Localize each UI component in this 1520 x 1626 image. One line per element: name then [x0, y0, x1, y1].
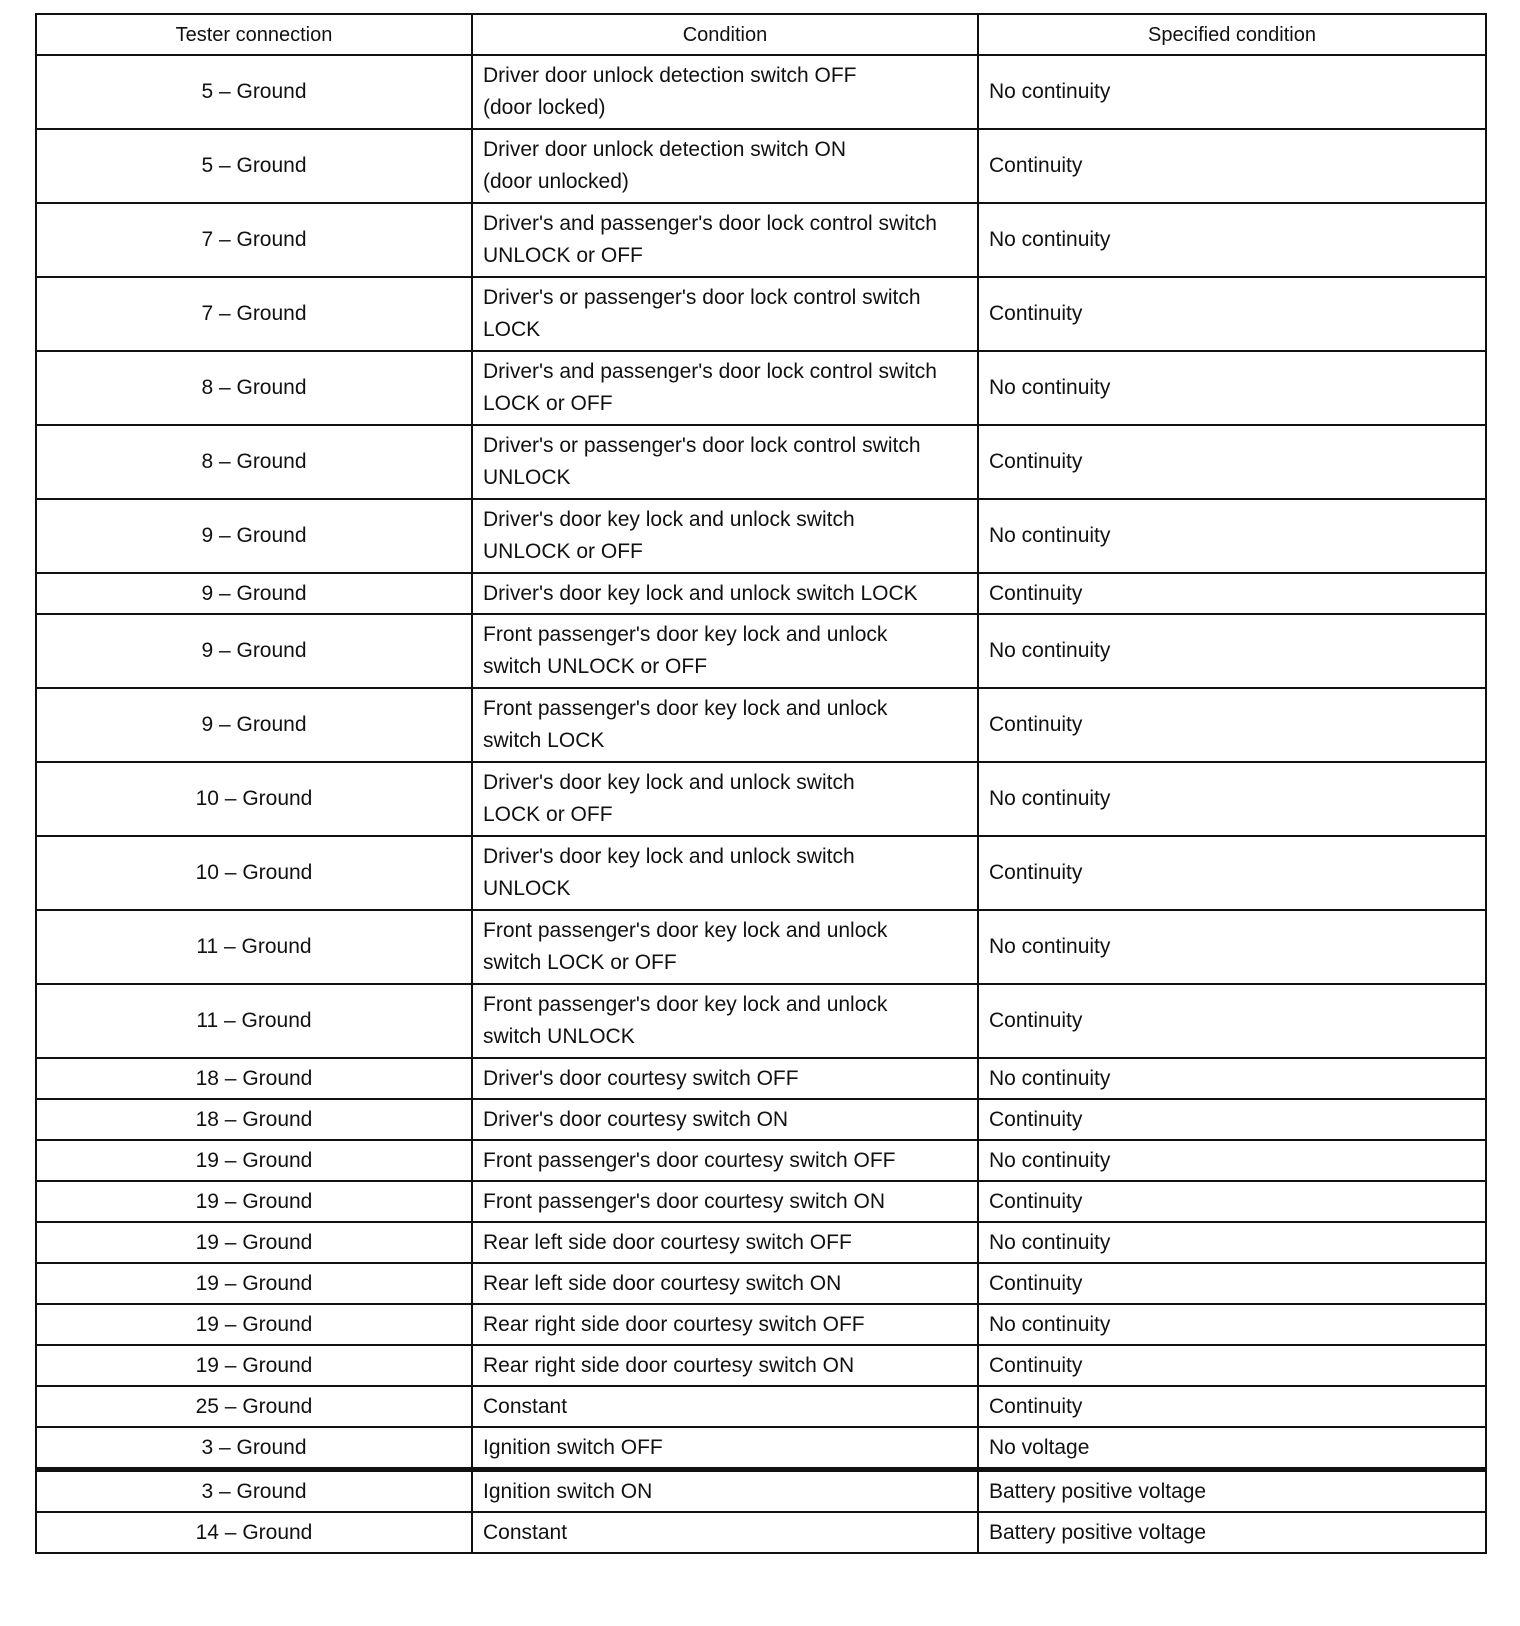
tester-connection-cell: 11 – Ground: [36, 910, 472, 984]
condition-cell: Driver's and passenger's door lock control switch LOCK or OFF: [472, 351, 978, 425]
condition-cell: Driver door unlock detection switch OFF (door locked): [472, 55, 978, 129]
table-row: [36, 1140, 1486, 1181]
condition-cell: Driver's door key lock and unlock switch LOCK or OFF: [472, 762, 978, 836]
specified-condition-cell: No continuity: [978, 1304, 1486, 1345]
condition-cell: Driver door unlock detection switch ON (door unlocked): [472, 129, 978, 203]
table-row: [36, 614, 1486, 688]
tester-connection-cell: 3 – Ground: [36, 1470, 472, 1513]
tester-connection-cell: 18 – Ground: [36, 1058, 472, 1099]
table-body: [36, 55, 1486, 1553]
specified-condition-cell: No continuity: [978, 499, 1486, 573]
specified-condition-cell: Continuity: [978, 1345, 1486, 1386]
condition-cell: Rear right side door courtesy switch ON: [472, 1345, 978, 1386]
condition-cell: Driver's door courtesy switch ON: [472, 1099, 978, 1140]
table-row: [36, 1427, 1486, 1470]
specified-condition-cell: No continuity: [978, 351, 1486, 425]
specified-condition-cell: No continuity: [978, 1140, 1486, 1181]
specified-condition-cell: No continuity: [978, 910, 1486, 984]
specified-condition-cell: No continuity: [978, 1058, 1486, 1099]
condition-cell: Front passenger's door courtesy switch OFF: [472, 1140, 978, 1181]
table-row: [36, 573, 1486, 614]
specified-condition-cell: No continuity: [978, 203, 1486, 277]
specified-condition-cell: No continuity: [978, 1222, 1486, 1263]
condition-cell: Rear right side door courtesy switch OFF: [472, 1304, 978, 1345]
table-row: [36, 1386, 1486, 1427]
tester-connection-cell: 19 – Ground: [36, 1263, 472, 1304]
tester-connection-table: [35, 13, 1487, 1554]
condition-cell: Ignition switch ON: [472, 1470, 978, 1513]
tester-connection-cell: 8 – Ground: [36, 425, 472, 499]
specified-condition-cell: Continuity: [978, 129, 1486, 203]
condition-cell: Ignition switch OFF: [472, 1427, 978, 1470]
specified-condition-cell: Continuity: [978, 836, 1486, 910]
condition-cell: Driver's door courtesy switch OFF: [472, 1058, 978, 1099]
condition-cell: Driver's door key lock and unlock switch UNLOCK: [472, 836, 978, 910]
tester-connection-cell: 10 – Ground: [36, 762, 472, 836]
tester-connection-cell: 19 – Ground: [36, 1181, 472, 1222]
condition-cell: Driver's and passenger's door lock control switch UNLOCK or OFF: [472, 203, 978, 277]
tester-connection-cell: 3 – Ground: [36, 1427, 472, 1470]
tester-connection-cell: 8 – Ground: [36, 351, 472, 425]
tester-connection-cell: 5 – Ground: [36, 129, 472, 203]
specified-condition-cell: No continuity: [978, 614, 1486, 688]
table-row: [36, 277, 1486, 351]
specified-condition-cell: Continuity: [978, 425, 1486, 499]
tester-connection-cell: 7 – Ground: [36, 203, 472, 277]
tester-connection-cell: 9 – Ground: [36, 499, 472, 573]
table-row: [36, 1470, 1486, 1513]
condition-cell: Constant: [472, 1386, 978, 1427]
tester-connection-cell: 19 – Ground: [36, 1304, 472, 1345]
header-tester-connection: Tester connection: [36, 14, 472, 55]
condition-cell: Driver's door key lock and unlock switch UNLOCK or OFF: [472, 499, 978, 573]
header-condition: Condition: [472, 14, 978, 55]
header-specified-condition: Specified condition: [978, 14, 1486, 55]
table-row: [36, 129, 1486, 203]
specified-condition-cell: Continuity: [978, 1263, 1486, 1304]
tester-connection-cell: 9 – Ground: [36, 688, 472, 762]
table-row: [36, 910, 1486, 984]
tester-connection-cell: 19 – Ground: [36, 1140, 472, 1181]
tester-connection-cell: 18 – Ground: [36, 1099, 472, 1140]
tester-connection-cell: 25 – Ground: [36, 1386, 472, 1427]
condition-cell: Front passenger's door courtesy switch ON: [472, 1181, 978, 1222]
table-row: [36, 1345, 1486, 1386]
table-row: [36, 1512, 1486, 1553]
table-row: [36, 762, 1486, 836]
condition-cell: Driver's or passenger's door lock control switch LOCK: [472, 277, 978, 351]
tester-connection-cell: 11 – Ground: [36, 984, 472, 1058]
tester-connection-cell: 9 – Ground: [36, 573, 472, 614]
condition-cell: Front passenger's door key lock and unlock switch LOCK: [472, 688, 978, 762]
specified-condition-cell: No continuity: [978, 762, 1486, 836]
table-row: [36, 425, 1486, 499]
condition-cell: Front passenger's door key lock and unlock switch UNLOCK: [472, 984, 978, 1058]
table-row: [36, 1058, 1486, 1099]
table-row: [36, 984, 1486, 1058]
table-row: [36, 351, 1486, 425]
tester-connection-cell: 10 – Ground: [36, 836, 472, 910]
tester-connection-cell: 19 – Ground: [36, 1345, 472, 1386]
condition-cell: Front passenger's door key lock and unlock switch LOCK or OFF: [472, 910, 978, 984]
specified-condition-cell: No continuity: [978, 55, 1486, 129]
specified-condition-cell: No voltage: [978, 1427, 1486, 1470]
specified-condition-cell: Continuity: [978, 1181, 1486, 1222]
condition-cell: Driver's or passenger's door lock control switch UNLOCK: [472, 425, 978, 499]
specified-condition-cell: Continuity: [978, 1099, 1486, 1140]
table-header-row: [36, 14, 1486, 55]
specified-condition-cell: Battery positive voltage: [978, 1470, 1486, 1513]
tester-connection-cell: 9 – Ground: [36, 614, 472, 688]
condition-cell: Driver's door key lock and unlock switch LOCK: [472, 573, 978, 614]
table-row: [36, 1099, 1486, 1140]
specified-condition-cell: Continuity: [978, 984, 1486, 1058]
table-row: [36, 499, 1486, 573]
condition-cell: Front passenger's door key lock and unlock switch UNLOCK or OFF: [472, 614, 978, 688]
specified-condition-cell: Battery positive voltage: [978, 1512, 1486, 1553]
table-row: [36, 688, 1486, 762]
condition-cell: Constant: [472, 1512, 978, 1553]
specified-condition-cell: Continuity: [978, 688, 1486, 762]
tester-connection-cell: 5 – Ground: [36, 55, 472, 129]
table-row: [36, 203, 1486, 277]
condition-cell: Rear left side door courtesy switch OFF: [472, 1222, 978, 1263]
table-row: [36, 1304, 1486, 1345]
table-row: [36, 1181, 1486, 1222]
table-row: [36, 836, 1486, 910]
specified-condition-cell: Continuity: [978, 1386, 1486, 1427]
table-row: [36, 55, 1486, 129]
specified-condition-cell: Continuity: [978, 277, 1486, 351]
tester-connection-cell: 19 – Ground: [36, 1222, 472, 1263]
tester-connection-cell: 14 – Ground: [36, 1512, 472, 1553]
tester-connection-cell: 7 – Ground: [36, 277, 472, 351]
table-row: [36, 1263, 1486, 1304]
condition-cell: Rear left side door courtesy switch ON: [472, 1263, 978, 1304]
table-row: [36, 1222, 1486, 1263]
specified-condition-cell: Continuity: [978, 573, 1486, 614]
